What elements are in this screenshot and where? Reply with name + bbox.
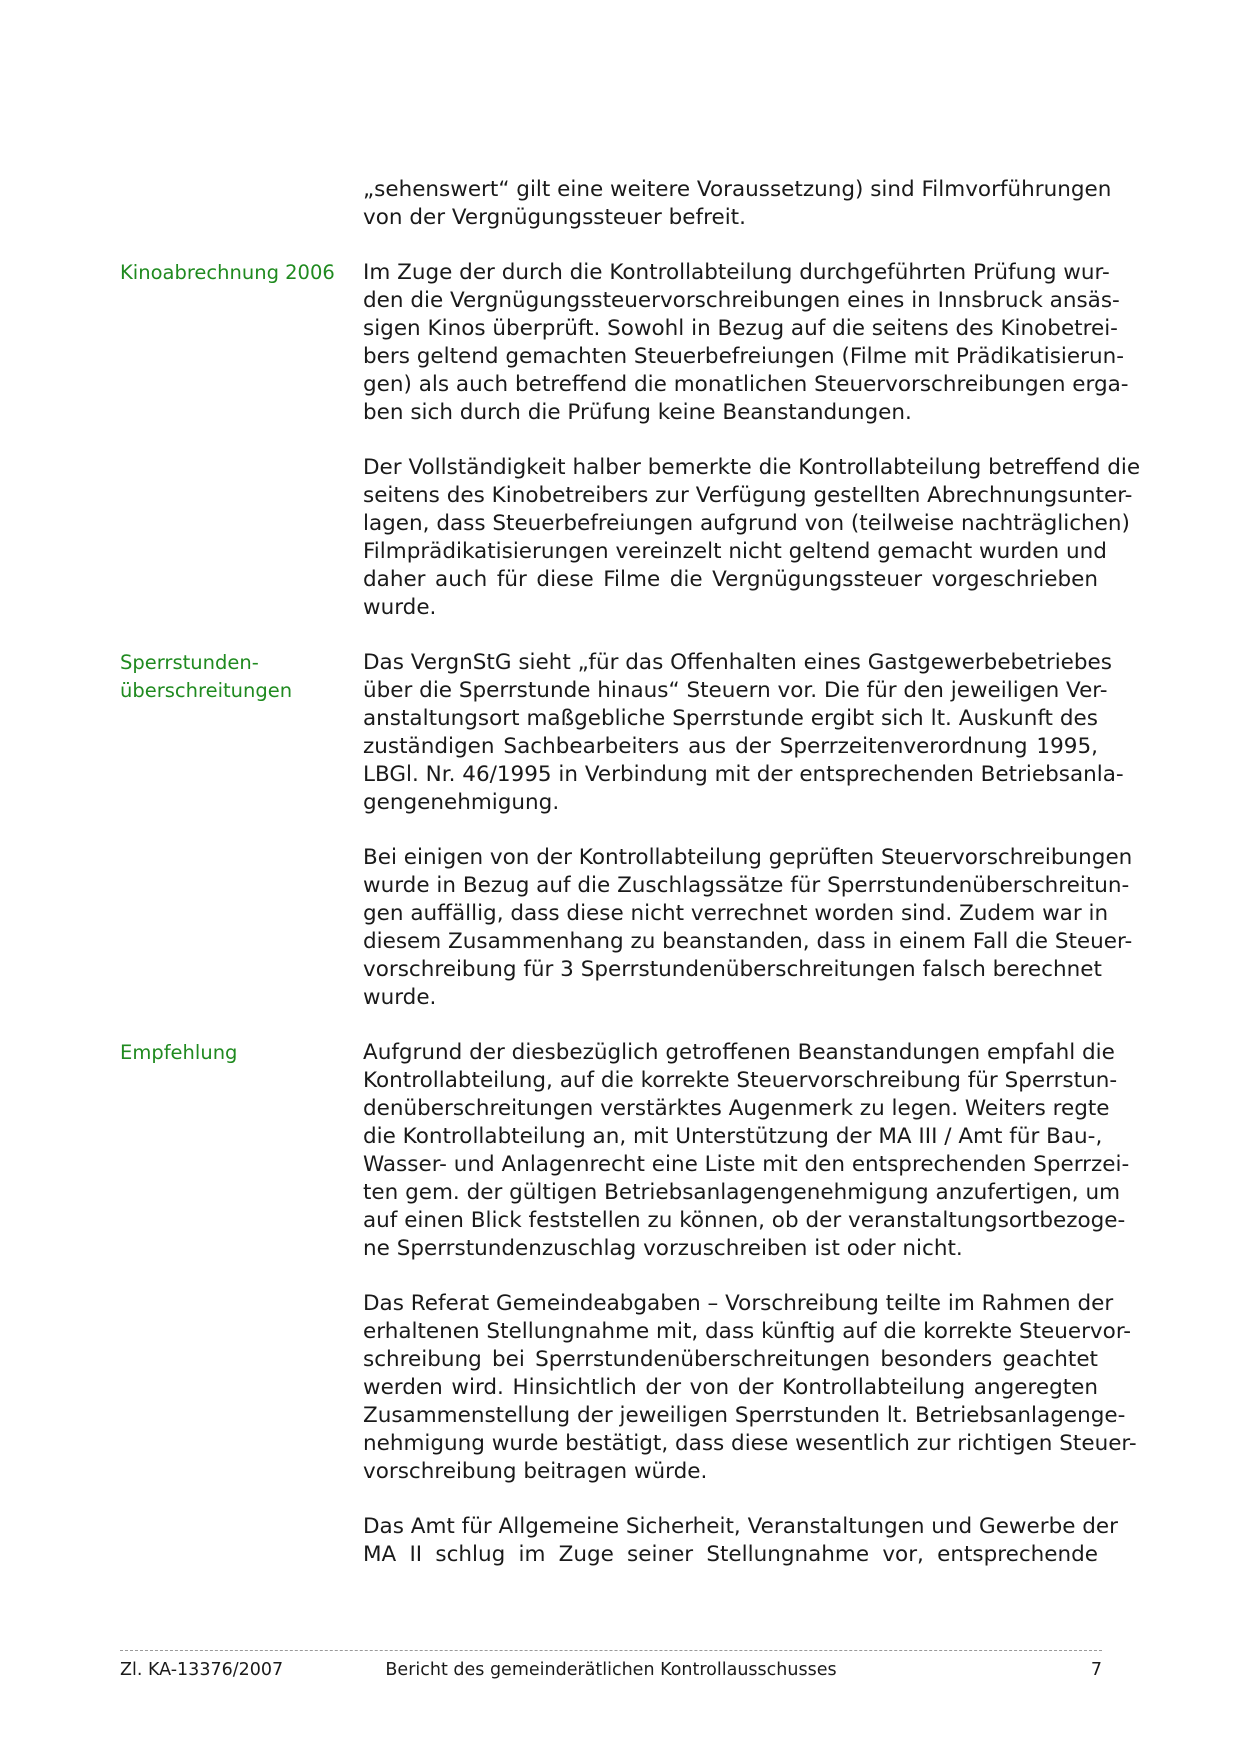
section-text: [363, 1039, 1137, 1596]
text-line: auf einen Blick feststellen zu können, ob der veranstaltungsortbezoge-: [363, 1208, 1126, 1233]
text-line: schreibung bei Sperrstundenüberschreitungen besonders geachtet: [363, 1347, 1098, 1372]
paragraph: [363, 1513, 1118, 1569]
footer-divider: [120, 1650, 1102, 1651]
text-line: werden wird. Hinsichtlich der von der Kontrollabteilung angeregten: [363, 1375, 1098, 1400]
footer-reference: Zl. KA-13376/2007: [120, 1660, 284, 1680]
text-line: Das Referat Gemeindeabgaben – Vorschreibung teilte im Rahmen der: [363, 1291, 1114, 1316]
text-line: von der Vergnügungssteuer befreit.: [363, 205, 746, 230]
text-line: zuständigen Sachbearbeiters aus der Sperrzeitenverordnung 1995,: [363, 734, 1098, 759]
paragraph: [363, 649, 1124, 817]
text-line: wurde in Bezug auf die Zuschlagssätze für Sperrstundenüberschreitun-: [363, 873, 1130, 898]
text-line: Wasser- und Anlagenrecht eine Liste mit den entsprechenden Sperrzei-: [363, 1152, 1130, 1177]
paragraph: [363, 259, 1129, 427]
section-text: [363, 259, 1141, 649]
text-line: vorschreibung beitragen würde.: [363, 1459, 708, 1484]
text-line: „sehenswert“ gilt eine weitere Voraussetzung) sind Filmvorführungen: [363, 177, 1112, 202]
paragraph: [363, 176, 1112, 232]
text-line: vorschreibung für 3 Sperrstundenüberschreitungen falsch berechnet: [363, 957, 1102, 982]
text-line: Das VergnStG sieht „für das Offenhalten eines Gastgewerbebetriebes: [363, 650, 1112, 675]
text-line: anstaltungsort maßgebliche Sperrstunde ergibt sich lt. Auskunft des: [363, 706, 1098, 731]
text-line: wurde.: [363, 985, 437, 1010]
report-section: [120, 649, 1133, 1039]
text-line: nehmigung wurde bestätigt, dass diese wesentlich zur richtigen Steuer-: [363, 1431, 1137, 1456]
report-section: [120, 1039, 1137, 1596]
text-line: ben sich durch die Prüfung keine Beanstandungen.: [363, 400, 912, 425]
margin-heading: [120, 176, 363, 259]
page-number: 7: [1090, 1660, 1102, 1680]
paragraph: [363, 1039, 1130, 1263]
paragraph: [363, 454, 1141, 622]
text-line: lagen, dass Steuerbefreiungen aufgrund von (teilweise nachträglichen): [363, 511, 1130, 536]
report-section: [120, 176, 1112, 259]
text-line: LBGl. Nr. 46/1995 in Verbindung mit der entsprechenden Betriebsanla-: [363, 762, 1124, 787]
text-line: Filmprädikatisierungen vereinzelt nicht geltend gemacht wurden und: [363, 539, 1107, 564]
text-line: Aufgrund der diesbezüglich getroffenen Beanstandungen empfahl die: [363, 1040, 1115, 1065]
text-line: seitens des Kinobetreibers zur Verfügung gestellten Abrechnungsunter-: [363, 483, 1133, 508]
text-line: über die Sperrstunde hinaus“ Steuern vor. Die für den jeweiligen Ver-: [363, 678, 1108, 703]
report-section: [120, 259, 1141, 649]
section-text: [363, 649, 1133, 1039]
text-line: sigen Kinos überprüft. Sowohl in Bezug auf die seitens des Kinobetrei-: [363, 316, 1118, 341]
text-line: Kontrollabteilung, auf die korrekte Steuervorschreibung für Sperrstun-: [363, 1068, 1118, 1093]
text-line: Das Amt für Allgemeine Sicherheit, Veranstaltungen und Gewerbe der: [363, 1514, 1118, 1539]
text-line: erhaltenen Stellungnahme mit, dass künftig auf die korrekte Steuervor-: [363, 1319, 1132, 1344]
footer-title: Bericht des gemeinderätlichen Kontrollausschusses: [385, 1660, 837, 1680]
margin-heading-line: überschreitungen: [120, 679, 293, 702]
margin-heading: [120, 649, 363, 1039]
text-line: gengenehmigung.: [363, 790, 560, 815]
text-line: wurde.: [363, 595, 437, 620]
text-line: diesem Zusammenhang zu beanstanden, dass in einem Fall die Steuer-: [363, 929, 1133, 954]
text-line: MA II schlug im Zuge seiner Stellungnahme vor, entsprechende: [363, 1542, 1098, 1567]
text-line: Bei einigen von der Kontrollabteilung geprüften Steuervorschreibungen: [363, 845, 1133, 870]
text-line: Zusammenstellung der jeweiligen Sperrstunden lt. Betriebsanlagenge-: [363, 1403, 1126, 1428]
report-body: [120, 176, 1141, 1596]
text-line: Im Zuge der durch die Kontrollabteilung durchgeführten Prüfung wur-: [363, 260, 1110, 285]
text-line: bers geltend gemachten Steuerbefreiungen (Filme mit Prädikatisierun-: [363, 344, 1124, 369]
paragraph: [363, 844, 1133, 1012]
text-line: gen auffällig, dass diese nicht verrechnet worden sind. Zudem war in: [363, 901, 1109, 926]
text-line: Der Vollständigkeit halber bemerkte die Kontrollabteilung betreffend die: [363, 455, 1141, 480]
text-line: die Kontrollabteilung an, mit Unterstützung der MA III / Amt für Bau-,: [363, 1124, 1103, 1149]
margin-heading: Empfehlung: [120, 1041, 238, 1064]
text-line: daher auch für diese Filme die Vergnügungssteuer vorgeschrieben: [363, 567, 1098, 592]
text-line: denüberschreitungen verstärktes Augenmerk zu legen. Weiters regte: [363, 1096, 1110, 1121]
text-line: ten gem. der gültigen Betriebsanlagengenehmigung anzufertigen, um: [363, 1180, 1121, 1205]
section-text: [363, 176, 1112, 259]
text-line: ne Sperrstundenzuschlag vorzuschreiben ist oder nicht.: [363, 1236, 963, 1261]
text-line: den die Vergnügungssteuervorschreibungen eines in Innsbruck ansäs-: [363, 288, 1120, 313]
text-line: gen) als auch betreffend die monatlichen Steuervorschreibungen erga-: [363, 372, 1129, 397]
margin-heading: Kinoabrechnung 2006: [120, 261, 335, 284]
margin-heading-line: Sperrstunden-: [120, 651, 259, 674]
paragraph: [363, 1290, 1137, 1486]
